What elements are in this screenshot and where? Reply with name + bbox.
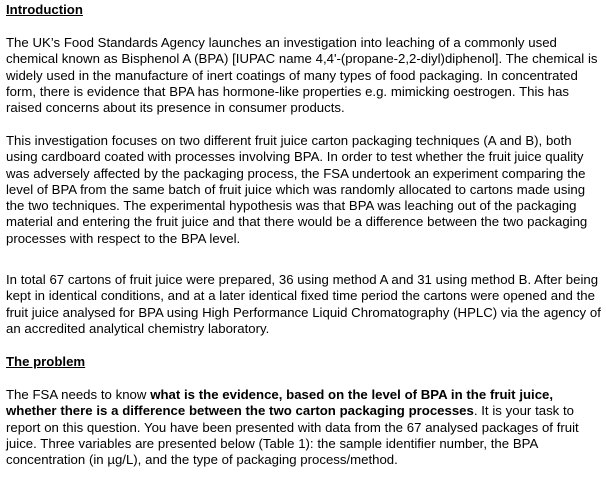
problem-key-question: what is the evidence, based on the level of BPA in the fruit juice, whether there is a difference between the two carton packaging processes — [6, 387, 554, 419]
problem-text-after: . It is your task to report on this question. You have been presented with data from the 67 analysed packages of fruit juice. Three variables are presented below (Table 1): the sample identifier number, the BPA concentration (in µg/L), and the type of packaging process/method. — [6, 403, 579, 468]
introduction-paragraph-method: In total 67 cartons of fruit juice were prepared, 36 using method A and 31 using method B. After being kept in identical conditions, and at a later identical fixed time period the cartons were opened and the fruit juice analysed for BPA using High Performance Liquid Chromatography (HPLC) via the agency of an accredited analytical chemistry laboratory. — [6, 272, 601, 336]
problem-heading: The problem — [6, 354, 86, 369]
problem-text-before: The FSA needs to know — [6, 387, 151, 402]
introduction-paragraph-bpa-background: The UK’s Food Standards Agency launches an investigation into leaching of a commonly used chemical known as Bisphenol A (BPA) [IUPAC name 4,4'-(propane-2,2-diyl)diphenol]. The chemical is widely used in the manufacture of inert coatings of many types of food packaging. In concentrated form, there is evidence that BPA has hormone-like properties e.g. mimicking oestrogen. This has raised concerns about its presence in consumer products. — [6, 35, 598, 116]
problem-paragraph — [6, 387, 602, 468]
introduction-paragraph-investigation: This investigation focuses on two different fruit juice carton packaging techniques (A and B), both using cardboard coated with processes involving BPA. In order to test whether the fruit juice quality was adversely affected by the packaging process, the FSA undertook an experiment comparing the level of BPA from the same batch of fruit juice which was randomly allocated to cartons made using the two techniques. The experimental hypothesis was that BPA was leaching out of the packaging material and entering the fruit juice and that there would be a difference between the two packaging processes with respect to the BPA level. — [6, 133, 588, 246]
introduction-heading: Introduction — [6, 2, 83, 17]
